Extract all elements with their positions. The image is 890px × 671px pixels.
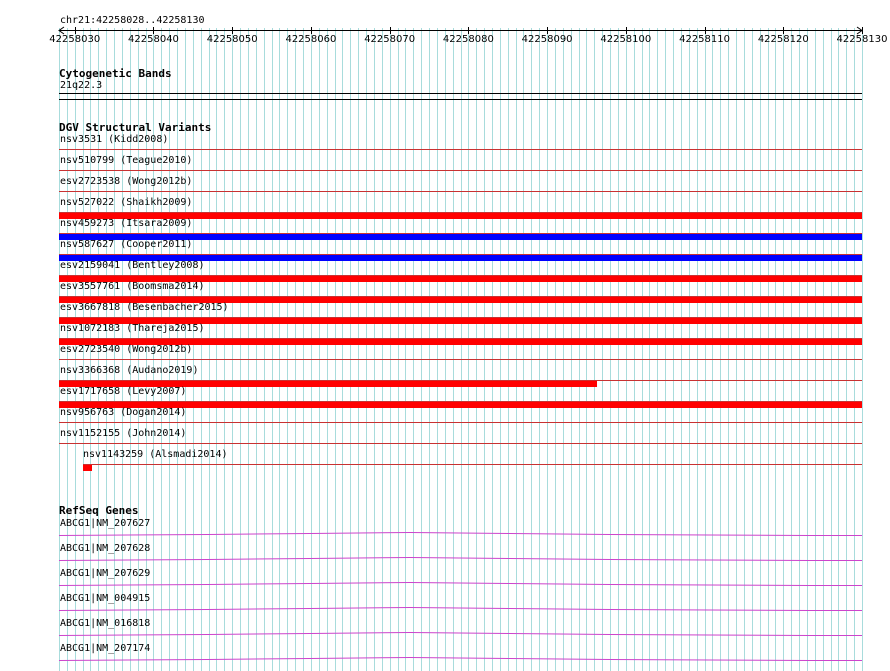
gene-label[interactable]: ABCG1|NM_207629 (60, 568, 151, 579)
variant-label[interactable]: nsv3366368 (Audano2019) (60, 365, 199, 376)
variant-label[interactable]: esv3557761 (Boomsma2014) (60, 281, 205, 292)
variant-label[interactable]: nsv3531 (Kidd2008) (60, 134, 169, 145)
position-label: chr21:42258028..42258130 (60, 15, 205, 26)
refseq-track-title: RefSeq Genes (59, 504, 139, 517)
gene-model-line (59, 608, 862, 611)
variant-label[interactable]: esv1717658 (Levy2007) (60, 386, 187, 397)
ruler-tick-label: 42258110 (679, 34, 730, 45)
ruler-tick-label: 42258040 (128, 34, 179, 45)
dgv-track-title: DGV Structural Variants (59, 121, 212, 134)
ruler-tick-label: 42258100 (600, 34, 652, 45)
ruler-tick-label: 42258130 (836, 34, 888, 45)
ruler-tick-label: 42258090 (521, 34, 573, 45)
variant-label[interactable]: esv3667818 (Besenbacher2015) (60, 302, 229, 313)
variant-label[interactable]: nsv956763 (Dogan2014) (60, 407, 187, 418)
variant-label[interactable]: nsv587627 (Cooper2011) (60, 239, 193, 250)
variant-label[interactable]: nsv1152155 (John2014) (60, 428, 187, 439)
ruler-tick-label: 42258060 (285, 34, 337, 45)
gene-label[interactable]: ABCG1|NM_207174 (60, 643, 151, 654)
gene-model-line (59, 533, 862, 536)
ruler-tick-label: 42258070 (364, 34, 416, 45)
gene-label[interactable]: ABCG1|NM_207627 (60, 518, 151, 529)
variant-label[interactable]: nsv527022 (Shaikh2009) (60, 197, 193, 208)
gene-model-line (59, 583, 862, 586)
variant-label[interactable]: esv2159041 (Bentley2008) (60, 260, 205, 271)
variant-label[interactable]: nsv1143259 (Alsmadi2014) (83, 449, 228, 460)
ruler-tick-label: 42258050 (206, 34, 258, 45)
variant-label[interactable]: nsv1072183 (Thareja2015) (60, 323, 205, 334)
gene-label[interactable]: ABCG1|NM_016818 (60, 618, 151, 629)
gene-label[interactable]: ABCG1|NM_207628 (60, 543, 151, 554)
ruler-tick-label: 42258080 (442, 34, 494, 45)
gene-label[interactable]: ABCG1|NM_004915 (60, 593, 151, 604)
ruler-tick-label: 42258120 (757, 34, 809, 45)
gene-model-line (59, 633, 862, 636)
ruler-tick-label: 42258030 (49, 34, 101, 45)
variant-label[interactable]: nsv510799 (Teague2010) (60, 155, 193, 166)
gene-model-line (59, 658, 862, 661)
variant-bar (83, 465, 92, 471)
gene-model-line (59, 558, 862, 561)
variant-label[interactable]: esv2723540 (Wong2012b) (60, 344, 193, 355)
variant-label[interactable]: nsv459273 (Itsara2009) (60, 218, 193, 229)
cytoband-name: 21q22.3 (60, 80, 103, 91)
cytoband-track-title: Cytogenetic Bands (59, 67, 172, 80)
variant-label[interactable]: esv2723538 (Wong2012b) (60, 176, 193, 187)
